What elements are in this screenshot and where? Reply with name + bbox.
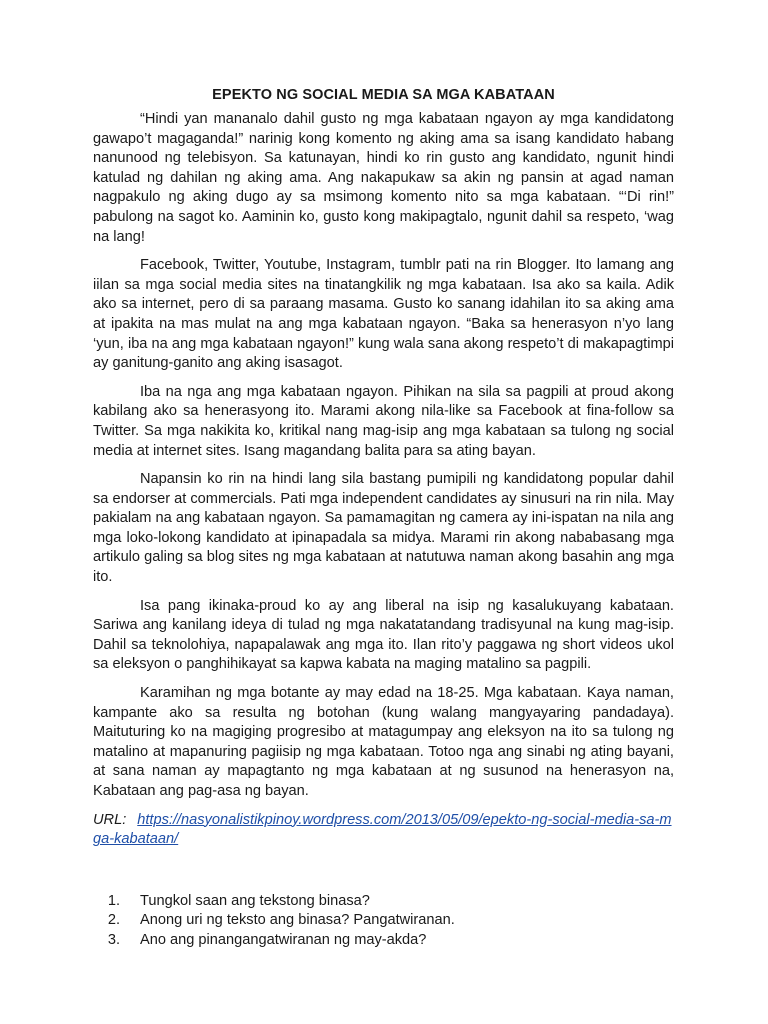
question-text: Tungkol saan ang tekstong binasa?	[140, 892, 370, 909]
question-item	[93, 892, 674, 912]
question-item	[93, 931, 674, 951]
question-item	[93, 911, 674, 931]
paragraph-2: Facebook, Twitter, Youtube, Instagram, tumblr pati na rin Blogger. Ito lamang ang iilan sa mga social media sites na tinatangkilik ng mga kabataan. Isa ako sa kaila. Adik ako sa internet, pero di sa paraang masama. Gusto ko sanang idahilan ito sa aking ama at ipakita na mas mulat na ang mga kabataan ngayon. “Baka sa henerasyon n’yo lang ‘yun, iba na ang mga kabataan ngayon!” kung wala sana akong respeto’t di makapagtimpi ay ganitung-ganito ang aking isasagot.	[93, 257, 674, 372]
paragraph-6: Karamihan ng mga botante ay may edad na 18-25. Mga kabataan. Kaya naman, kampante ako sa resulta ng botohan (kung walang mangyayaring pandadaya). Maituturing ko na magiging progresibo at matagumpay ang eleksyon na ito sa tulong ng matalino at mapanuring pagiisip ng mga kabataan. Totoo nga ang sinabi ng ating bayani, at sana naman ay mapagtanto ng mga kabataan at ng susunod na henerasyon na, Kabataan ang pag-asa ng bayan.	[93, 685, 674, 799]
question-number: 1.	[107, 892, 120, 909]
paragraph-4: Napansin ko rin na hindi lang sila bastang pumipili ng kandidatong popular dahil sa endorser at commercials. Pati mga independent candidates ay sinusuri na rin nila. May pakialam na ang kabataan ngayon. Sa pamamagitan ng camera ay ini-ispatan na nila ang mga loko-lokong kandidato at ipinapadala sa midya. Marami rin akong nababasang mga artikulo galing sa blog sites ng mga kabataan at natutuwa naman akong basahin ang mga ito.	[93, 471, 674, 586]
paragraph-3: Iba na nga ang mga kabataan ngayon. Pihikan na sila sa pagpili at proud akong kabilang ako sa henerasyong ito. Marami akong nila-like sa Facebook at fina-follow sa Twitter. Sa mga nakikita ko, kritikal nang mag-isip ang mga kabataan sa tulong ng social media at internet sites. Isang magandang balita para sa ating bayan.	[93, 383, 674, 459]
url-label: URL:	[93, 811, 127, 828]
paragraph-1: “Hindi yan mananalo dahil gusto ng mga kabataan ngayon ay mga kandidatong gawapo’t magaganda!” narinig kong komento ng aking ama sa isang kandidato habang nanunood ng telebisyon. Sa katunayan, hindi ko rin gusto ang kandidato, ngunit hindi katulad ng dahilan ng aking ama. Ang nakapukaw sa akin ng pansin at agad naman nagpakulo ng aking dugo ay sa msimong komento nito sa mga kabataan. “‘Di rin!” pabulong na sagot ko. Aaminin ko, gusto kong makipagtalo, ngunit dahil sa respeto, ‘wag na lang!	[93, 111, 674, 245]
questions-list	[93, 892, 674, 951]
paragraph-5: Isa pang ikinaka-proud ko ay ang liberal na isip ng kasalukuyang kabataan. Sariwa ang kanilang ideya di tulad ng mga nakatatandang tradisyunal na kung mag-isip. Dahil sa teknolohiya, napapalawak ang mga ito. Ilan rito’y paggawa ng short videos ukol sa eleksyon o panghihikayat sa kapwa kabata na maging matalino sa pagpili.	[93, 597, 674, 673]
document-page	[93, 84, 674, 951]
question-number: 3.	[107, 931, 120, 948]
question-number: 2.	[107, 912, 120, 929]
source-url-line	[93, 811, 674, 850]
document-title: EPEKTO NG SOCIAL MEDIA SA MGA KABATAAN	[212, 87, 555, 103]
source-url-link[interactable]: https://nasyonalistikpinoy.wordpress.com/2013/05/09/epekto-ng-social-media-sa-mga-kabataan/	[93, 811, 672, 848]
question-text: Ano ang pinangangatwiranan ng may-akda?	[140, 931, 427, 948]
question-text: Anong uri ng teksto ang binasa? Pangatwiranan.	[140, 912, 455, 929]
